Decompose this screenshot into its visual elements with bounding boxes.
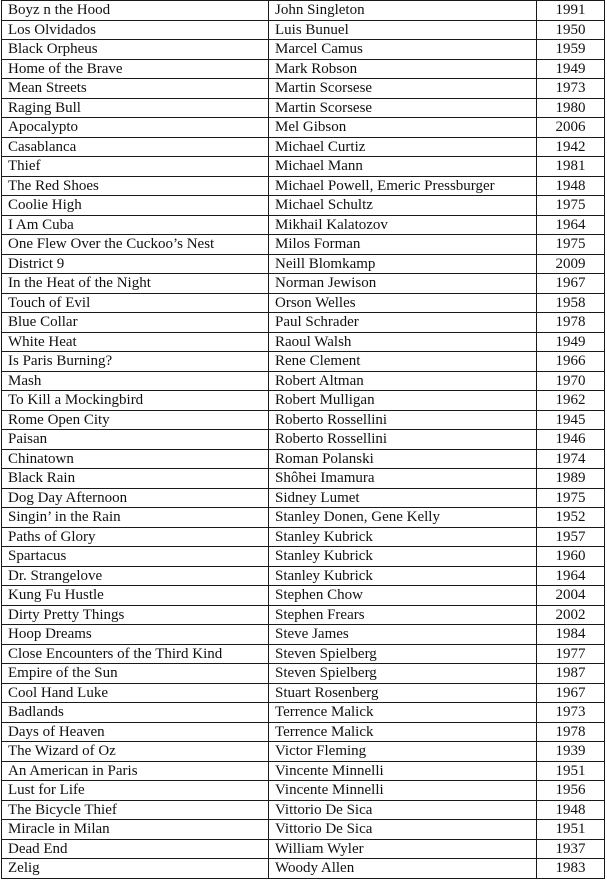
table-row bbox=[2, 449, 605, 469]
table-row bbox=[2, 59, 605, 79]
year-cell: 1975 bbox=[537, 488, 605, 508]
film-title-cell: Home of the Brave bbox=[2, 59, 269, 79]
year-cell: 1981 bbox=[537, 157, 605, 177]
year-cell: 1975 bbox=[537, 196, 605, 216]
table-row bbox=[2, 683, 605, 703]
table-row bbox=[2, 79, 605, 99]
director-cell: Mel Gibson bbox=[269, 118, 537, 138]
director-cell: Neill Blomkamp bbox=[269, 254, 537, 274]
year-cell: 1989 bbox=[537, 469, 605, 489]
director-cell: Vittorio De Sica bbox=[269, 820, 537, 840]
year-cell: 1958 bbox=[537, 293, 605, 313]
film-title-cell: Hoop Dreams bbox=[2, 625, 269, 645]
film-title-cell: Chinatown bbox=[2, 449, 269, 469]
director-cell: Shôhei Imamura bbox=[269, 469, 537, 489]
table-row bbox=[2, 508, 605, 528]
film-title-cell: Kung Fu Hustle bbox=[2, 586, 269, 606]
film-title-cell: Close Encounters of the Third Kind bbox=[2, 644, 269, 664]
table-row bbox=[2, 742, 605, 762]
film-title-cell: The Red Shoes bbox=[2, 176, 269, 196]
director-cell: Martin Scorsese bbox=[269, 79, 537, 99]
film-title-cell: Black Orpheus bbox=[2, 40, 269, 60]
director-cell: Orson Welles bbox=[269, 293, 537, 313]
table-row bbox=[2, 118, 605, 138]
year-cell: 1967 bbox=[537, 274, 605, 294]
year-cell: 1948 bbox=[537, 800, 605, 820]
year-cell: 1975 bbox=[537, 235, 605, 255]
table-row bbox=[2, 605, 605, 625]
director-cell: Michael Powell, Emeric Pressburger bbox=[269, 176, 537, 196]
year-cell: 1960 bbox=[537, 547, 605, 567]
year-cell: 1951 bbox=[537, 820, 605, 840]
film-title-cell: Dr. Strangelove bbox=[2, 566, 269, 586]
film-title-cell: I Am Cuba bbox=[2, 215, 269, 235]
table-row bbox=[2, 586, 605, 606]
table-row bbox=[2, 235, 605, 255]
film-title-cell: Apocalypto bbox=[2, 118, 269, 138]
film-title-cell: Days of Heaven bbox=[2, 722, 269, 742]
film-title-cell: Spartacus bbox=[2, 547, 269, 567]
director-cell: Vincente Minnelli bbox=[269, 781, 537, 801]
film-title-cell: An American in Paris bbox=[2, 761, 269, 781]
table-row bbox=[2, 820, 605, 840]
director-cell: Stanley Kubrick bbox=[269, 547, 537, 567]
year-cell: 1973 bbox=[537, 79, 605, 99]
table-row bbox=[2, 547, 605, 567]
director-cell: Stephen Chow bbox=[269, 586, 537, 606]
table-row bbox=[2, 176, 605, 196]
year-cell: 1970 bbox=[537, 371, 605, 391]
table-row bbox=[2, 137, 605, 157]
director-cell: Paul Schrader bbox=[269, 313, 537, 333]
film-title-cell: Paths of Glory bbox=[2, 527, 269, 547]
year-cell: 1962 bbox=[537, 391, 605, 411]
film-title-cell: Miracle in Milan bbox=[2, 820, 269, 840]
director-cell: Roberto Rossellini bbox=[269, 430, 537, 450]
year-cell: 1978 bbox=[537, 313, 605, 333]
director-cell: Roman Polanski bbox=[269, 449, 537, 469]
director-cell: Robert Mulligan bbox=[269, 391, 537, 411]
director-cell: Michael Mann bbox=[269, 157, 537, 177]
film-title-cell: To Kill a Mockingbird bbox=[2, 391, 269, 411]
table-row bbox=[2, 254, 605, 274]
year-cell: 1952 bbox=[537, 508, 605, 528]
film-title-cell: Lust for Life bbox=[2, 781, 269, 801]
table-row bbox=[2, 293, 605, 313]
table-row bbox=[2, 313, 605, 333]
film-title-cell: One Flew Over the Cuckoo’s Nest bbox=[2, 235, 269, 255]
film-title-cell: The Wizard of Oz bbox=[2, 742, 269, 762]
table-row bbox=[2, 215, 605, 235]
director-cell: Mark Robson bbox=[269, 59, 537, 79]
year-cell: 2006 bbox=[537, 118, 605, 138]
director-cell: Steven Spielberg bbox=[269, 644, 537, 664]
year-cell: 1956 bbox=[537, 781, 605, 801]
director-cell: Stephen Frears bbox=[269, 605, 537, 625]
director-cell: Stanley Kubrick bbox=[269, 566, 537, 586]
table-row bbox=[2, 488, 605, 508]
table-row bbox=[2, 839, 605, 859]
film-title-cell: Is Paris Burning? bbox=[2, 352, 269, 372]
director-cell: William Wyler bbox=[269, 839, 537, 859]
table-row bbox=[2, 644, 605, 664]
year-cell: 1973 bbox=[537, 703, 605, 723]
film-title-cell: Paisan bbox=[2, 430, 269, 450]
year-cell: 1978 bbox=[537, 722, 605, 742]
film-title-cell: Dog Day Afternoon bbox=[2, 488, 269, 508]
year-cell: 1939 bbox=[537, 742, 605, 762]
film-title-cell: Dirty Pretty Things bbox=[2, 605, 269, 625]
table-row bbox=[2, 703, 605, 723]
year-cell: 1974 bbox=[537, 449, 605, 469]
film-title-cell: Coolie High bbox=[2, 196, 269, 216]
film-title-cell: White Heat bbox=[2, 332, 269, 352]
year-cell: 1949 bbox=[537, 332, 605, 352]
table-row bbox=[2, 761, 605, 781]
year-cell: 1948 bbox=[537, 176, 605, 196]
year-cell: 1937 bbox=[537, 839, 605, 859]
film-title-cell: Cool Hand Luke bbox=[2, 683, 269, 703]
table-row bbox=[2, 430, 605, 450]
director-cell: Luis Bunuel bbox=[269, 20, 537, 40]
director-cell: Stanley Kubrick bbox=[269, 527, 537, 547]
director-cell: Vittorio De Sica bbox=[269, 800, 537, 820]
year-cell: 2002 bbox=[537, 605, 605, 625]
director-cell: Victor Fleming bbox=[269, 742, 537, 762]
film-title-cell: Thief bbox=[2, 157, 269, 177]
director-cell: Raoul Walsh bbox=[269, 332, 537, 352]
director-cell: Stuart Rosenberg bbox=[269, 683, 537, 703]
table-row bbox=[2, 391, 605, 411]
year-cell: 1946 bbox=[537, 430, 605, 450]
year-cell: 2009 bbox=[537, 254, 605, 274]
year-cell: 1964 bbox=[537, 215, 605, 235]
director-cell: Michael Curtiz bbox=[269, 137, 537, 157]
table-row bbox=[2, 625, 605, 645]
table-row bbox=[2, 332, 605, 352]
director-cell: John Singleton bbox=[269, 1, 537, 21]
director-cell: Milos Forman bbox=[269, 235, 537, 255]
director-cell: Rene Clement bbox=[269, 352, 537, 372]
film-table bbox=[1, 0, 605, 879]
year-cell: 1959 bbox=[537, 40, 605, 60]
film-title-cell: Black Rain bbox=[2, 469, 269, 489]
table-row bbox=[2, 664, 605, 684]
table-row bbox=[2, 196, 605, 216]
director-cell: Martin Scorsese bbox=[269, 98, 537, 118]
director-cell: Robert Altman bbox=[269, 371, 537, 391]
table-row bbox=[2, 859, 605, 879]
year-cell: 1991 bbox=[537, 1, 605, 21]
film-title-cell: Badlands bbox=[2, 703, 269, 723]
year-cell: 1951 bbox=[537, 761, 605, 781]
film-title-cell: Los Olvidados bbox=[2, 20, 269, 40]
year-cell: 2004 bbox=[537, 586, 605, 606]
director-cell: Mikhail Kalatozov bbox=[269, 215, 537, 235]
director-cell: Steve James bbox=[269, 625, 537, 645]
year-cell: 1949 bbox=[537, 59, 605, 79]
table-row bbox=[2, 566, 605, 586]
film-title-cell: Mean Streets bbox=[2, 79, 269, 99]
year-cell: 1977 bbox=[537, 644, 605, 664]
table-row bbox=[2, 40, 605, 60]
film-title-cell: Empire of the Sun bbox=[2, 664, 269, 684]
film-title-cell: Casablanca bbox=[2, 137, 269, 157]
year-cell: 1966 bbox=[537, 352, 605, 372]
film-title-cell: Boyz n the Hood bbox=[2, 1, 269, 21]
director-cell: Norman Jewison bbox=[269, 274, 537, 294]
director-cell: Terrence Malick bbox=[269, 703, 537, 723]
table-row bbox=[2, 98, 605, 118]
year-cell: 1964 bbox=[537, 566, 605, 586]
table-row bbox=[2, 274, 605, 294]
director-cell: Marcel Camus bbox=[269, 40, 537, 60]
table-row bbox=[2, 410, 605, 430]
film-title-cell: Raging Bull bbox=[2, 98, 269, 118]
table-row bbox=[2, 800, 605, 820]
film-title-cell: Touch of Evil bbox=[2, 293, 269, 313]
table-row bbox=[2, 20, 605, 40]
director-cell: Terrence Malick bbox=[269, 722, 537, 742]
year-cell: 1980 bbox=[537, 98, 605, 118]
year-cell: 1942 bbox=[537, 137, 605, 157]
table-row bbox=[2, 157, 605, 177]
film-title-cell: District 9 bbox=[2, 254, 269, 274]
film-title-cell: Rome Open City bbox=[2, 410, 269, 430]
table-row bbox=[2, 781, 605, 801]
year-cell: 1987 bbox=[537, 664, 605, 684]
director-cell: Sidney Lumet bbox=[269, 488, 537, 508]
table-row bbox=[2, 469, 605, 489]
year-cell: 1950 bbox=[537, 20, 605, 40]
film-title-cell: Singin’ in the Rain bbox=[2, 508, 269, 528]
director-cell: Stanley Donen, Gene Kelly bbox=[269, 508, 537, 528]
table-row bbox=[2, 352, 605, 372]
year-cell: 1967 bbox=[537, 683, 605, 703]
director-cell: Woody Allen bbox=[269, 859, 537, 879]
director-cell: Vincente Minnelli bbox=[269, 761, 537, 781]
year-cell: 1984 bbox=[537, 625, 605, 645]
director-cell: Roberto Rossellini bbox=[269, 410, 537, 430]
film-title-cell: Zelig bbox=[2, 859, 269, 879]
table-row bbox=[2, 1, 605, 21]
director-cell: Michael Schultz bbox=[269, 196, 537, 216]
year-cell: 1945 bbox=[537, 410, 605, 430]
film-title-cell: Dead End bbox=[2, 839, 269, 859]
table-row bbox=[2, 722, 605, 742]
table-row bbox=[2, 371, 605, 391]
film-title-cell: Mash bbox=[2, 371, 269, 391]
year-cell: 1983 bbox=[537, 859, 605, 879]
film-title-cell: Blue Collar bbox=[2, 313, 269, 333]
year-cell: 1957 bbox=[537, 527, 605, 547]
film-table-body bbox=[2, 1, 605, 879]
film-title-cell: The Bicycle Thief bbox=[2, 800, 269, 820]
film-title-cell: In the Heat of the Night bbox=[2, 274, 269, 294]
table-row bbox=[2, 527, 605, 547]
director-cell: Steven Spielberg bbox=[269, 664, 537, 684]
